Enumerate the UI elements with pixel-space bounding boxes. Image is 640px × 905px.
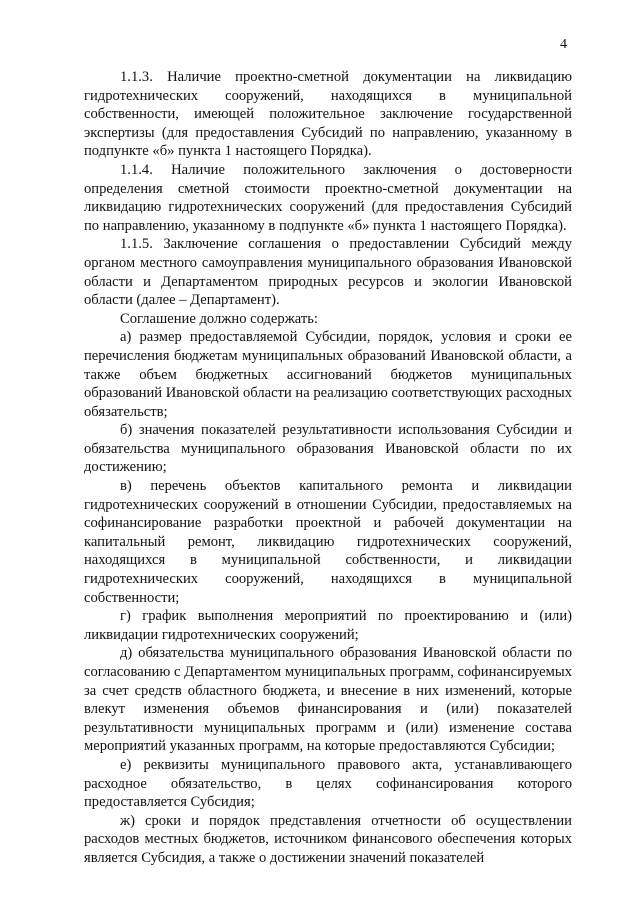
- list-item-a: а) размер предоставляемой Субсидии, порядок, условия и сроки ее перечисления бюджетам муниципальных образований Ивановской области, а также объем бюджетных ассигнований бюджетов муниципальных образований Ивановской области на реализацию соответствующих расходных обязательств;: [84, 329, 572, 420]
- list-item-e: е) реквизиты муниципального правового акта, устанавливающего расходное обязательство, в целях софинансирования которого предоставляется Субсидия;: [84, 756, 572, 811]
- page-number: 4: [560, 37, 567, 52]
- list-item-g: г) график выполнения мероприятий по проектированию и (или) ликвидации гидротехнических сооружений;: [84, 608, 572, 643]
- list-item-b: б) значения показателей результативности использования Субсидии и обязательства муниципального образования Ивановской области по их достижению;: [84, 422, 572, 476]
- list-item-d: д) обязательства муниципального образования Ивановской области по согласованию с Департаментом муниципальных программ, софинансируемых за счет средств областного бюджета, и внесение в них изменений, которые влекут изменения объемов финансирования и (или) показателей результативности муниципальных программ и (или) изменение состава мероприятий указанных программ, на которые предоставляются Субсидии;: [84, 645, 572, 755]
- paragraph-1-1-4: 1.1.4. Наличие положительного заключения о достоверности определения сметной стоимости проектно-сметной документации на ликвидацию гидротехнических сооружений (для предоставления Субсидий по направлению, указанному в подпункте «б» пункта 1 настоящего Порядка).: [84, 161, 572, 234]
- paragraph-1-1-5: 1.1.5. Заключение соглашения о предоставлении Субсидий между органом местного самоуправления муниципального образования Ивановской области и Департаментом природных ресурсов и экологии Ивановской области (далее – Департамент).: [84, 236, 572, 309]
- list-item-zh: ж) сроки и порядок представления отчетности об осуществлении расходов местных бюджетов, источником финансового обеспечения которых является Субсидия, а также о достижении значений показателей: [84, 812, 572, 866]
- paragraph-1-1-3: 1.1.3. Наличие проектно-сметной документации на ликвидацию гидротехнических сооружений, находящихся в муниципальной собственности, имеющей положительное заключение государственной экспертизы (для предоставления Субсидий по направлению, указанному в подпункте «б» пункта 1 настоящего Порядка).: [84, 69, 572, 160]
- document-body: [84, 68, 572, 868]
- list-item-v: в) перечень объектов капитального ремонта и ликвидации гидротехнических сооружений в отношении Субсидии, предоставляемых на софинансирование разработки проектной и рабочей документации на капитальный ремонт, ликвидацию гидротехнических сооружений, находящихся в муниципальной собственности, и ликвидации гидротехнических сооружений, находящихся в муниципальной собственности;: [84, 478, 572, 606]
- agreement-intro: Соглашение должно содержать:: [120, 310, 318, 327]
